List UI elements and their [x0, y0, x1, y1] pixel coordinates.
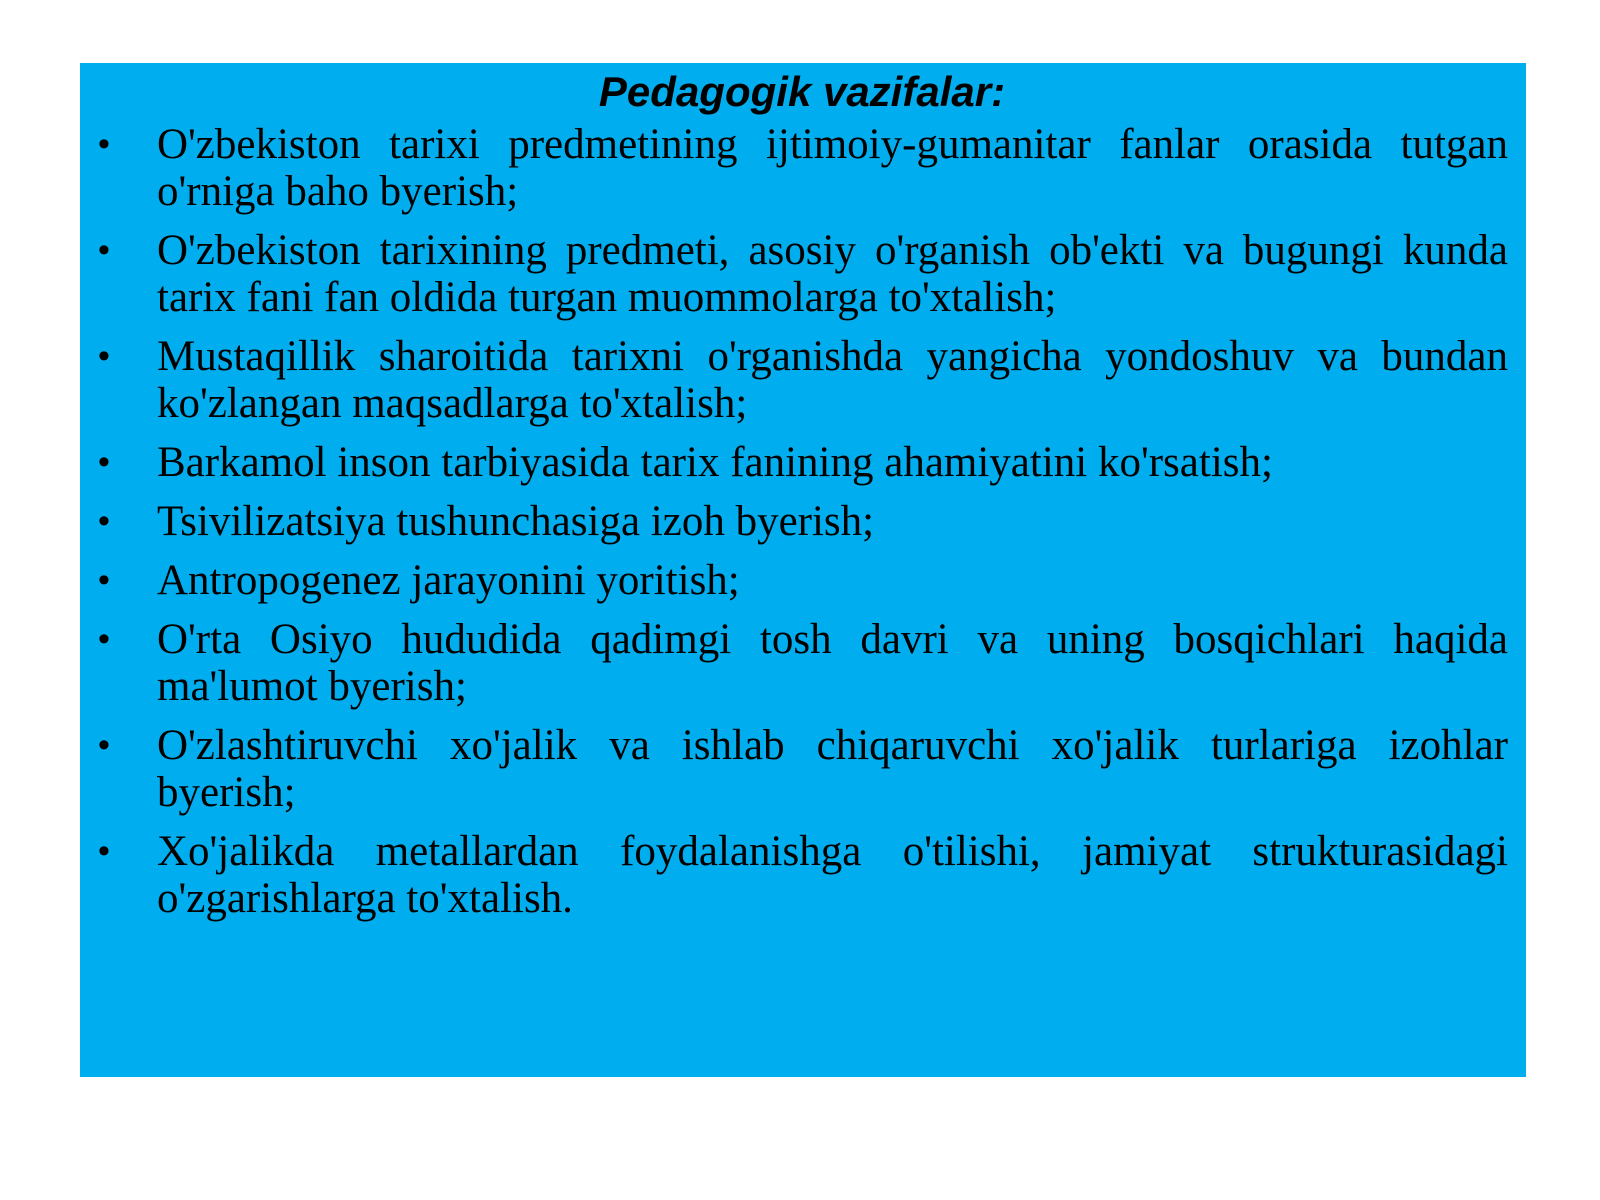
- list-item-text: O'zbekiston tarixining predmeti, asosiy o'rganish ob'ekti va bugungi kunda tarix fani fan oldida turgan muommolarga to'xtalish;: [157, 227, 1508, 321]
- list-item-text: Xo'jalikda metallardan foydalanishga o'tilishi, jamiyat strukturasidagi o'zgarishlarga to'xtalish.: [157, 828, 1508, 922]
- bullet-icon: •: [98, 337, 110, 375]
- bullet-icon: •: [98, 502, 110, 540]
- list-item: [96, 557, 1508, 604]
- bullet-icon: •: [98, 726, 110, 764]
- list-item: [96, 498, 1508, 545]
- bullet-icon: •: [98, 443, 110, 481]
- bullet-icon: •: [98, 125, 110, 163]
- bullet-icon: •: [98, 832, 110, 870]
- list-item: [96, 121, 1508, 215]
- list-item: [96, 439, 1508, 486]
- slide-title: Pedagogik vazifalar:: [598, 68, 1006, 115]
- bullet-icon: •: [98, 561, 110, 599]
- list-item: [96, 616, 1508, 710]
- bullet-icon: •: [98, 620, 110, 658]
- list-item-text: O'zlashtiruvchi xo'jalik va ishlab chiqaruvchi xo'jalik turlariga izohlar byerish;: [157, 722, 1508, 816]
- list-item-text: O'rta Osiyo hududida qadimgi tosh davri va uning bosqichlari haqida ma'lumot byerish;: [157, 616, 1508, 710]
- slide-panel: [80, 63, 1526, 1077]
- list-item: [96, 722, 1508, 816]
- list-item: [96, 333, 1508, 427]
- list-item-text: Antropogenez jarayonini yoritish;: [157, 557, 740, 604]
- task-list: [96, 121, 1508, 922]
- list-item-text: Tsivilizatsiya tushunchasiga izoh byerish;: [157, 498, 875, 545]
- bullet-icon: •: [98, 231, 110, 269]
- list-item: [96, 828, 1508, 922]
- list-item: [96, 227, 1508, 321]
- list-item-text: Barkamol inson tarbiyasida tarix fanining ahamiyatini ko'rsatish;: [157, 439, 1273, 486]
- list-item-text: O'zbekiston tarixi predmetining ijtimoiy-gumanitar fanlar orasida tutgan o'rniga baho byerish;: [157, 121, 1508, 215]
- list-item-text: Mustaqillik sharoitida tarixni o'rganishda yangicha yondoshuv va bundan ko'zlangan maqsadlarga to'xtalish;: [157, 333, 1508, 427]
